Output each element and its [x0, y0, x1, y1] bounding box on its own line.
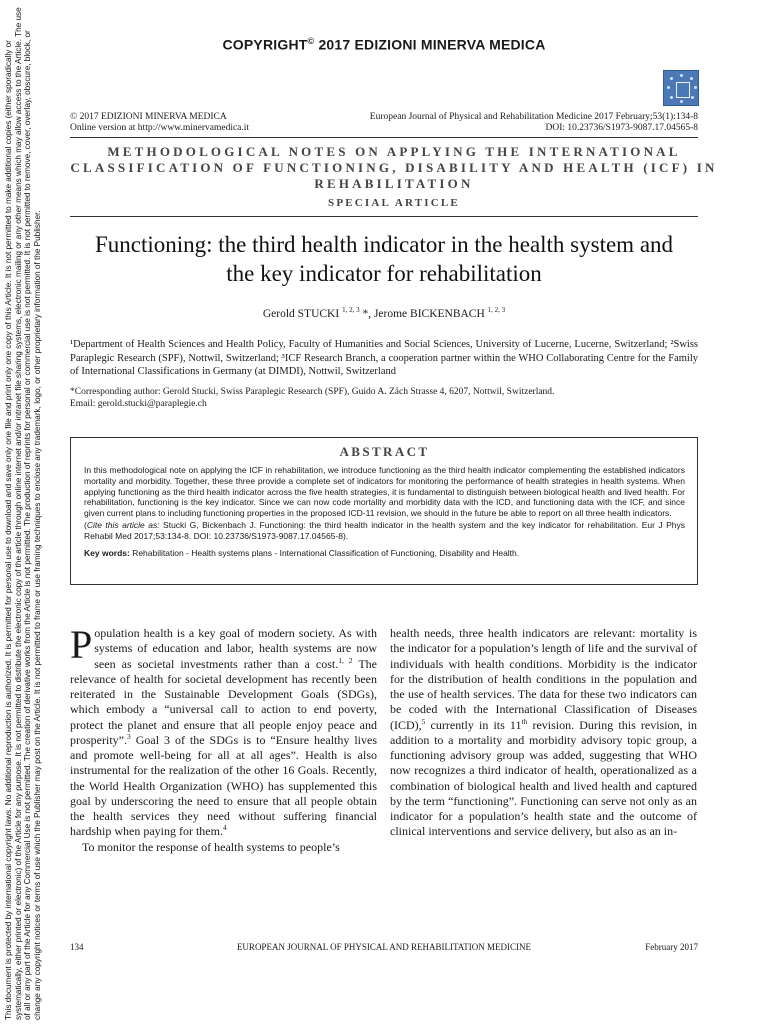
article-type: SPECIAL ARTICLE [328, 197, 460, 209]
header-rule [70, 137, 698, 138]
article-title: Functioning: the third health indicator in the health system and the key indicator for rehabilitation [94, 232, 674, 286]
author-1-affil: 1, 2, 3 [342, 306, 360, 314]
online-version: Online version at http://www.minervamedica.it [70, 123, 250, 133]
correspondence [70, 387, 698, 410]
issue-date: February 2017 [645, 942, 698, 952]
header-right [370, 112, 698, 134]
logo-emblem [676, 82, 690, 98]
publisher-logo [663, 70, 699, 106]
body-paragraph: Population health is a key goal of modern society. As with systems of education and labor, health systems are now seen as societal investments rather than a cost.$^{1, 2}$ The relevance of health for societal development has recently been reiterated in the Sustainable Development Goals (SDGs), which embody a “universal call to action to end poverty, protect the planet and ensure that all people enjoy peace and prosperity”.$^3$ Goal 3 of the SDGs is to “Ensure healthy lives and promote well-being for all at all ages”. Health is also instrumental for the realization of the other 16 Goals. Recently, the World Health Organization (WHO) has supplemented this goal by underscoring the need to ensure that all people obtain the health services they need without suffering financial hardship when paying for them.$^4$ [70, 622, 378, 839]
journal-name-footer: EUROPEAN JOURNAL OF PHYSICAL AND REHABILITATION MEDICINE [236, 942, 532, 952]
keywords-text: Rehabilitation - Health systems plans - International Classification of Functioning, Disability and Health. [129, 547, 520, 558]
abstract-heading: ABSTRACT [339, 444, 430, 459]
email: Email: gerold.stucki@paraplegie.ch [70, 398, 207, 409]
section-heading: METHODOLOGICAL NOTES ON APPLYING THE INTERNATIONAL CLASSIFICATION OF FUNCTIONING, DISABILITY AND HEALTH (ICF) IN REHABILITATION [70, 144, 718, 191]
author-1: Gerold STUCKI [262, 307, 343, 320]
body-column-left [70, 622, 378, 855]
title-rule [70, 216, 698, 217]
doi: DOI: 10.23736/S1973-9087.17.04565-8 [545, 123, 698, 133]
cite-text: Stucki G, Bickenbach J. Functioning: the third health indicator in the health system and the key indicator for rehabilitation. Eur J Phys Rehabil Med 2017;53:134-8. DOI: 10.23736/S1973-9087.17.04565-8). [84, 519, 685, 541]
corresponding-author: *Corresponding author: Gerold Stucki, Swiss Paraplegic Research (SPF), Guido A. Zäch Strasse 4, 6207, Nottwil, Switzerland. [70, 387, 555, 397]
affiliations: ¹Department of Health Sciences and Health Policy, Faculty of Humanities and Social Sciences, University of Lucerne, Lucerne, Switzerland; ²Swiss Paraplegic Research (SPF), Nottwil, Switzerland; ³ICF Research Branch, a cooperation partner within the WHO Collaborating Centre for the Family of International Classifications in Germany (at DIMDI), Nottwil, Switzerland [70, 339, 698, 377]
abstract-body: In this methodological note on applying the ICF in rehabilitation, we introduce functioning as the third health indicator complementing the established indicators mortality and morbidity. Together, these three provide a complete set of indicators for monitoring the performance of health strategies in health systems. When applying functioning as the third health indicator across the five health strategies, it is fundamental to distinguish between biological health and lived health. For rehabilitation, functioning is the key indicator. Since we can now code mortality and morbidity data with the ICD, and functioning data with the ICF, and since given current plans to including functioning properties in the proposed ICD-11 revision, we should in the future be able to report on all three health indicators. [84, 465, 685, 519]
journal-citation: European Journal of Physical and Rehabilitation Medicine 2017 February;53(1):134-8 [369, 112, 698, 122]
publisher-copyright: © 2017 EDIZIONI MINERVA MEDICA [70, 112, 227, 122]
abstract-box [70, 437, 698, 585]
banner-prefix: COPYRIGHT [222, 36, 308, 53]
copyright-banner [0, 36, 768, 53]
body-column-right [390, 626, 697, 840]
keywords-label: Key words: [84, 547, 130, 558]
cite-as: (Cite this article as: Stucki G, Bickenbach J. Functioning: the third health indicator in the health system and the key indicator for rehabilitation. Eur J Phys Rehabil Med 2017;53:134-8. DOI: 10.23736/S1973-9087.17.04565-8). [84, 519, 685, 541]
authors [70, 306, 698, 320]
drop-cap: P [70, 622, 93, 667]
author-2: Jerome BICKENBACH [373, 307, 488, 320]
author-2-affil: 1, 2, 3 [487, 306, 506, 314]
copyright-side-notice: This document is protected by international copyright laws. No additional reproduction is authorized. It is permitted for personal use to download and save only one file and print only one copy of this Article. It is not permitted to make additional copies (either sporadically or systematically, either printed or electronic) of the Article for any purpose. It is not permitted to distribute the electronic copy of the article through online internet and/or intranet file sharing systems, electronic mailing or any other means which may allow access to the Article. The use of all or any part of the Article for any Commercial Use is not permitted. The creation of derivative works from the Article is not permitted. The production of reprints for personal or commercial use is not permitted. It is not permitted to remove, cover, overlay, obscure, block, or change any copyright notices or terms of use which the Publisher may post on the Article. It is not permitted to frame or use framing techniques to enclose any trademark, logo, or other proprietary information of the Publisher. [4, 7, 42, 1020]
author-1-star: *, [359, 307, 374, 320]
cite-label: Cite this article as: [86, 519, 160, 530]
body-paragraph: To monitor the response of health systems to people’s [82, 839, 340, 854]
header-left [70, 112, 249, 134]
banner-suffix: 2017 EDIZIONI MINERVA MEDICA [314, 36, 546, 53]
page-number: 134 [70, 942, 84, 952]
body-paragraph: health needs, three health indicators are relevant: mortality is the indicator for a population’s length of life and the survival of individuals with health conditions. Morbidity is the indicator for the distribution of health conditions in the population and the use of health services. The data for these two indicators can be coded with the International Classification of Diseases (ICD),$^5$ currently in its 11th revision. During this revision, in addition to a mortality and morbidity advisory topic group, a functioning advisory group was added, suggesting that WHO now recognizes a third indicator of health, operationalized as a combination of biological health and lived health and captured by the term “functioning”. Functioning can serve not only as an indicator for a population’s health state and the outcome of clinical interventions and service delivery, but also as an in- [390, 626, 697, 839]
keywords [84, 548, 685, 559]
copyright-mark: © [307, 36, 315, 46]
